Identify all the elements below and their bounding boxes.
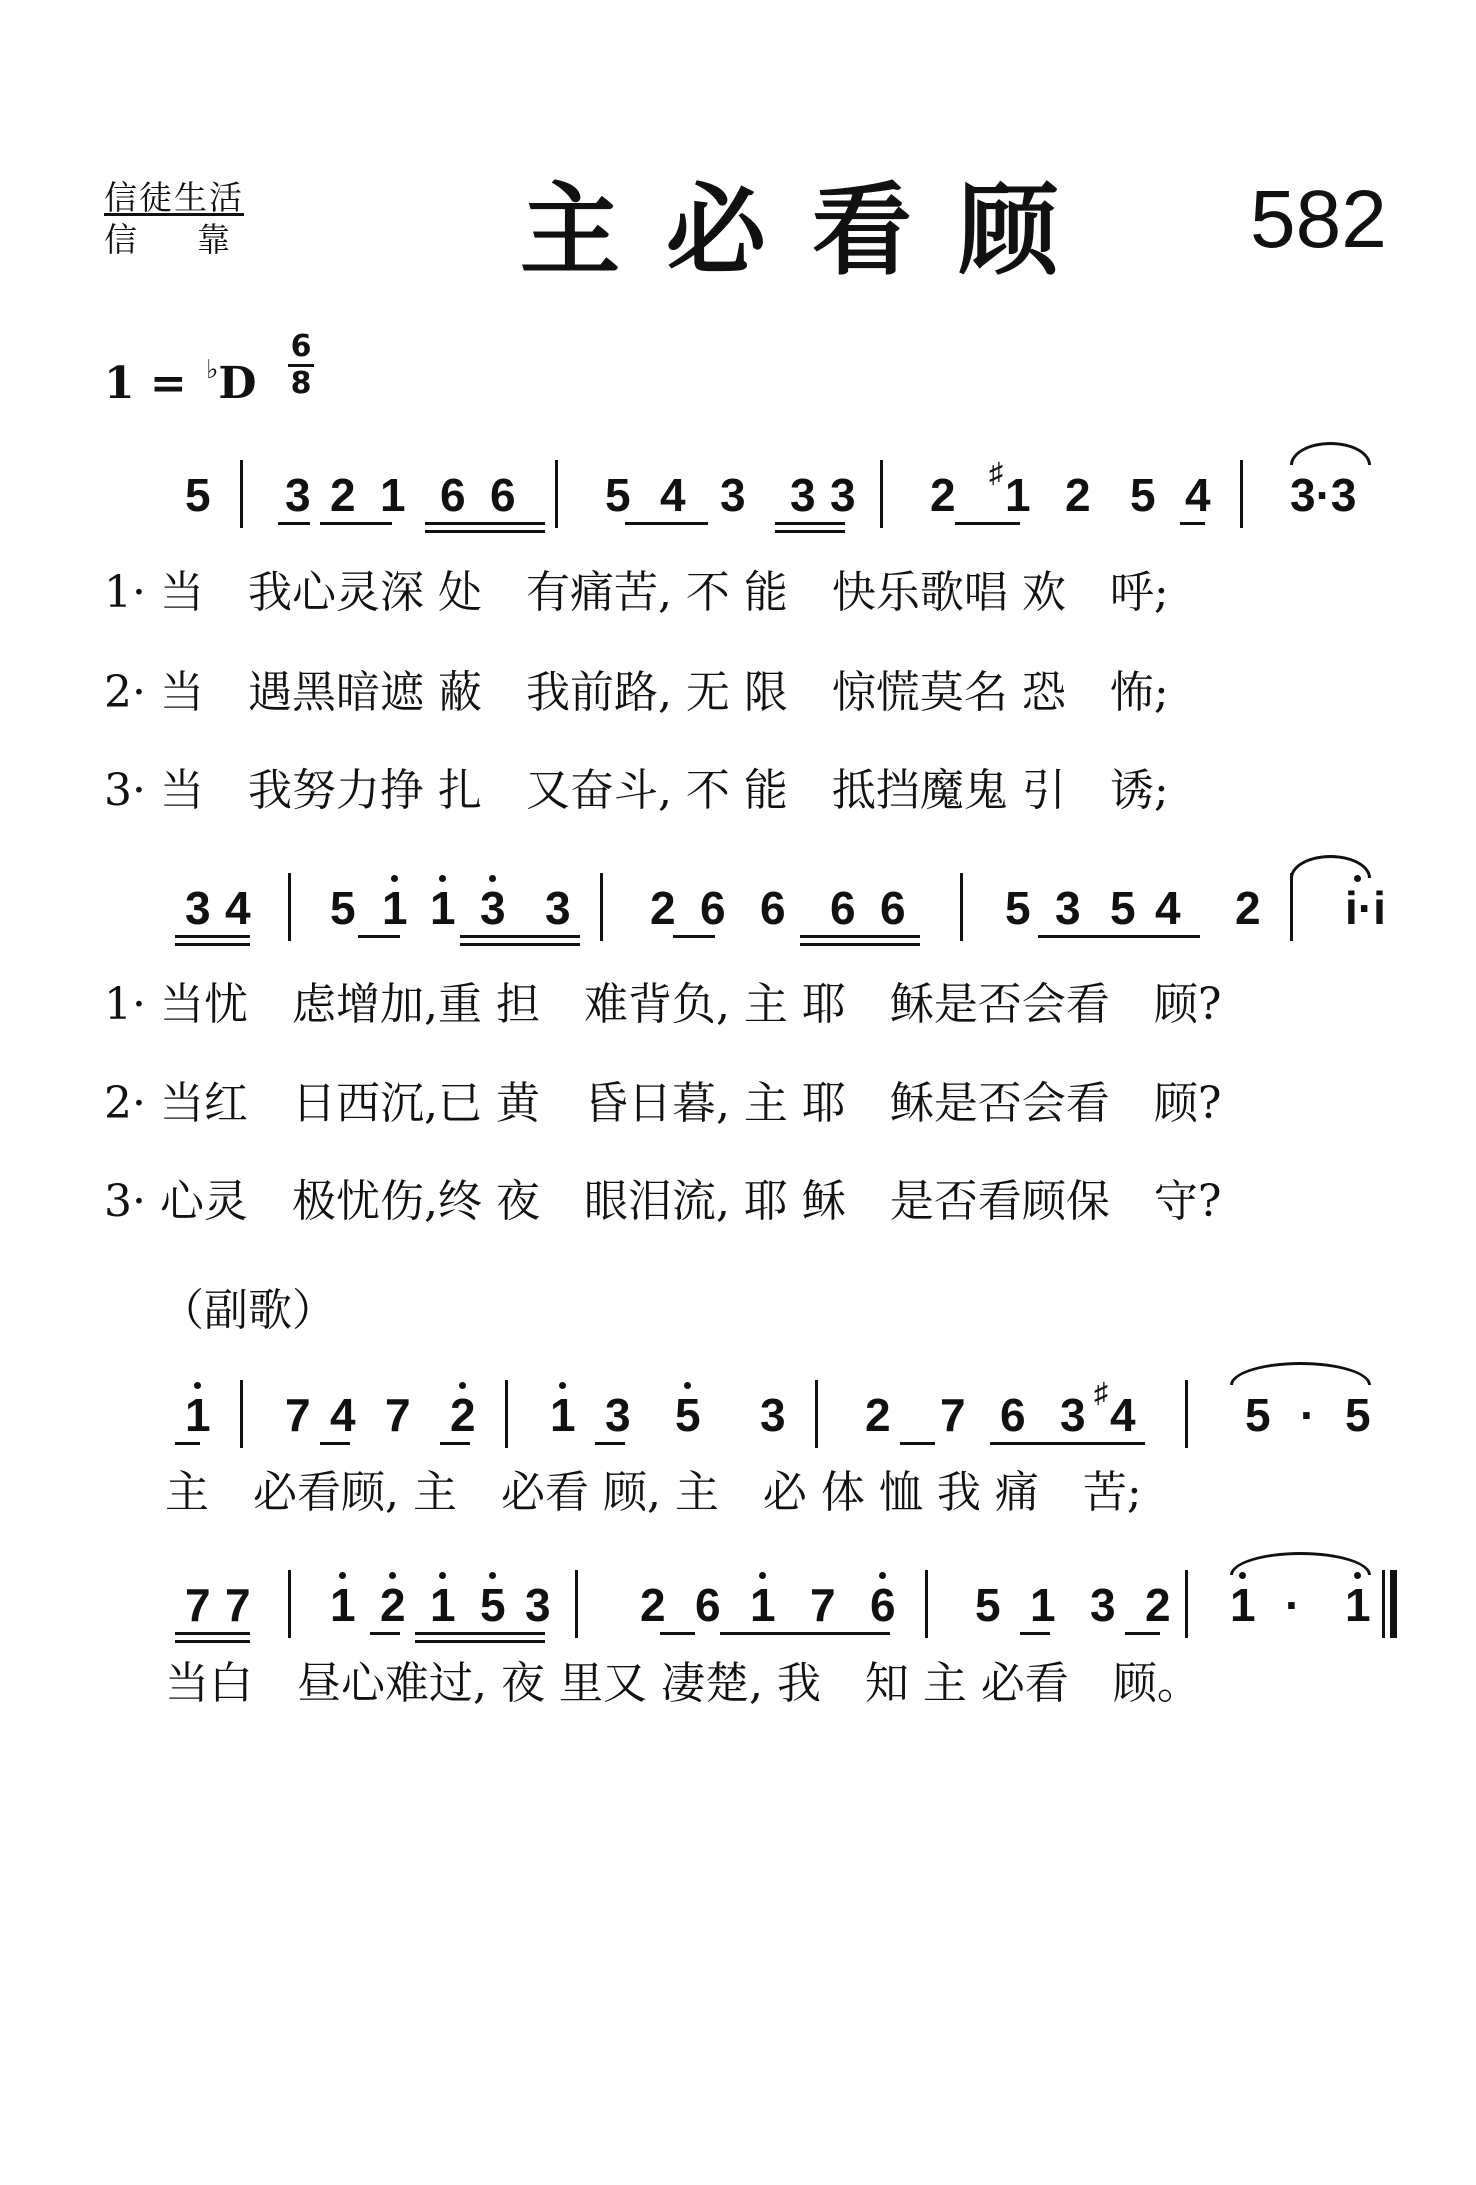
bar-line — [288, 873, 291, 941]
beam-line — [1125, 1632, 1160, 1635]
note: 2 — [1065, 469, 1091, 521]
note: 1 — [430, 882, 456, 934]
beam-line — [775, 522, 845, 525]
high-octave-dot — [559, 1382, 566, 1389]
high-octave-dot — [339, 1572, 346, 1579]
tie-arc — [1290, 855, 1371, 878]
note: 1 — [550, 1389, 576, 1441]
key-base: 1 = — [104, 358, 203, 409]
beam-line — [660, 1632, 695, 1635]
note: 5 — [1345, 1389, 1371, 1441]
note: 1 — [380, 469, 406, 521]
dot-mark: · — [1285, 1579, 1301, 1631]
refrain-label: （副歌） — [160, 1285, 336, 1336]
note: 1 — [1230, 1579, 1256, 1631]
note: 6 — [440, 469, 466, 521]
note: 5 — [330, 882, 356, 934]
beam-line-2 — [415, 1640, 545, 1643]
verse1-line1: 1· 当 我心灵深 处 有痛苦, 不 能 快乐歌唱 欢 呼; — [104, 567, 1169, 618]
note: 7 — [285, 1389, 311, 1441]
note: 3 — [1055, 882, 1081, 934]
time-top: 6 — [290, 329, 312, 364]
beam-line-2 — [425, 530, 545, 533]
category-top: 信徒生活 — [104, 178, 244, 217]
tie-arc — [1290, 442, 1371, 465]
note: 2 — [380, 1579, 406, 1631]
note: 6 — [760, 882, 786, 934]
beam-line — [278, 522, 310, 525]
high-octave-dot — [879, 1572, 886, 1579]
beam-line — [425, 522, 545, 525]
beam-line — [1020, 1632, 1050, 1635]
bar-line — [1185, 1380, 1188, 1448]
note: 7 — [225, 1579, 251, 1631]
high-octave-dot — [759, 1572, 766, 1579]
note: 4 — [225, 882, 251, 934]
beam-line — [175, 1632, 250, 1635]
beam-line — [460, 935, 580, 938]
sharp-sign: ♯ — [989, 457, 1003, 488]
time-bottom: 8 — [290, 366, 312, 401]
beam-line — [440, 1442, 470, 1445]
beam-line — [320, 522, 392, 525]
refrain-line2: 当白 昼心难过, 夜 里又 凄楚, 我 知 主 必看 顾。 — [165, 1658, 1201, 1709]
note: 1 — [1345, 1579, 1371, 1631]
note: 6 — [700, 882, 726, 934]
high-octave-dot — [194, 1382, 201, 1389]
note: 4 — [330, 1389, 356, 1441]
bar-line — [575, 1570, 578, 1638]
beam-line — [720, 1632, 890, 1635]
verse2-line2: 2· 当红 日西沉,已 黄 昏日暮, 主 耶 稣是否会看 顾? — [104, 1078, 1222, 1129]
note: 3·3 — [1290, 469, 1357, 521]
beam-line — [900, 1442, 935, 1445]
note: 6 — [1000, 1389, 1026, 1441]
beam-line-2 — [175, 1640, 250, 1643]
bar-line — [505, 1380, 508, 1448]
note: 2 — [450, 1389, 476, 1441]
beam-line — [800, 935, 920, 938]
note: i·i — [1345, 882, 1386, 934]
note: 2 — [330, 469, 356, 521]
beam-line — [595, 1442, 625, 1445]
note: 5 — [605, 469, 631, 521]
bar-line — [240, 1380, 243, 1448]
note: 1 — [185, 1389, 211, 1441]
beam-line-2 — [775, 530, 845, 533]
tie-arc — [1230, 1362, 1371, 1385]
bar-line — [1185, 1570, 1188, 1638]
note: 1 — [430, 1579, 456, 1631]
note: 3 — [720, 469, 746, 521]
note: 1 — [750, 1579, 776, 1631]
bar-line — [925, 1570, 928, 1638]
hymn-number: 582 — [1250, 174, 1387, 265]
verse3-line1: 3· 当 我努力挣 扎 又奋斗, 不 能 抵挡魔鬼 引 诱; — [104, 765, 1169, 816]
high-octave-dot — [439, 1572, 446, 1579]
high-octave-dot — [489, 1572, 496, 1579]
note: 1 — [1030, 1579, 1056, 1631]
note: 4 — [1185, 469, 1211, 521]
note: 6 — [695, 1579, 721, 1631]
note: 7 — [385, 1389, 411, 1441]
note: 3 — [1060, 1389, 1086, 1441]
high-octave-dot — [489, 875, 496, 882]
note: 5 — [1110, 882, 1136, 934]
bar-line — [1240, 460, 1243, 528]
bar-line — [815, 1380, 818, 1448]
note: 3 — [480, 882, 506, 934]
bar-line — [288, 1570, 291, 1638]
hymn-title: 主必看顾 — [520, 171, 1104, 289]
note: 3 — [790, 469, 816, 521]
beam-line-2 — [175, 943, 250, 946]
note: 3 — [1090, 1579, 1116, 1631]
note: 5 — [480, 1579, 506, 1631]
flat-sign: ♭ — [206, 355, 219, 385]
high-octave-dot — [391, 875, 398, 882]
note: 2 — [640, 1579, 666, 1631]
final-bar-thin — [1382, 1570, 1385, 1638]
note: 2 — [930, 469, 956, 521]
beam-line — [1180, 522, 1205, 525]
note: 2 — [1235, 882, 1261, 934]
note: 3 — [185, 882, 211, 934]
beam-line — [990, 1442, 1145, 1445]
beam-line — [955, 522, 1020, 525]
bar-line — [880, 460, 883, 528]
category-bottom-b: 靠 — [197, 220, 232, 259]
note: 5 — [1245, 1389, 1271, 1441]
note: 6 — [870, 1579, 896, 1631]
verse3-line2: 3· 心灵 极忧伤,终 夜 眼泪流, 耶 稣 是否看顾保 守? — [104, 1176, 1222, 1227]
category-bottom-a: 信 — [104, 220, 139, 259]
beam-line — [320, 1442, 350, 1445]
note: 1 — [330, 1579, 356, 1631]
note: 2 — [650, 882, 676, 934]
note: 5 — [1130, 469, 1156, 521]
beam-line — [673, 935, 715, 938]
note: 2 — [1145, 1579, 1171, 1631]
note: 6 — [830, 882, 856, 934]
note: 3 — [760, 1389, 786, 1441]
note: 4 — [1155, 882, 1181, 934]
note: 3 — [285, 469, 311, 521]
high-octave-dot — [389, 1572, 396, 1579]
high-octave-dot — [684, 1382, 691, 1389]
beam-line-2 — [800, 943, 920, 946]
note: 5 — [1005, 882, 1031, 934]
high-octave-dot — [439, 875, 446, 882]
beam-line — [370, 1632, 400, 1635]
note: 6 — [880, 882, 906, 934]
verse1-line2: 1· 当忧 虑增加,重 担 难背负, 主 耶 稣是否会看 顾? — [104, 979, 1222, 1030]
beam-line — [358, 935, 400, 938]
bar-line — [240, 460, 243, 528]
beam-line-2 — [460, 943, 580, 946]
note: 4 — [1110, 1389, 1136, 1441]
note: 5 — [185, 469, 211, 521]
bar-line — [1290, 873, 1293, 941]
note: 3 — [830, 469, 856, 521]
tie-arc — [1230, 1552, 1371, 1575]
high-octave-dot — [459, 1382, 466, 1389]
bar-line — [555, 460, 558, 528]
bar-line — [960, 873, 963, 941]
note: 7 — [185, 1579, 211, 1631]
note: 3 — [605, 1389, 631, 1441]
note: 7 — [940, 1389, 966, 1441]
note: 4 — [660, 469, 686, 521]
verse2-line1: 2· 当 遇黑暗遮 蔽 我前路, 无 限 惊慌莫名 恐 怖; — [104, 667, 1169, 718]
beam-line — [625, 522, 708, 525]
note: 2 — [865, 1389, 891, 1441]
beam-line — [175, 1442, 200, 1445]
note: 1 — [1005, 469, 1031, 521]
key-note: D — [218, 358, 257, 409]
note: 1 — [382, 882, 408, 934]
sharp-sign: ♯ — [1094, 1377, 1108, 1408]
dot-mark: · — [1300, 1389, 1316, 1441]
bar-line — [600, 873, 603, 941]
refrain-line1: 主 必看顾, 主 必看 顾, 主 必 体 恤 我 痛 苦; — [165, 1467, 1142, 1518]
note: 3 — [545, 882, 571, 934]
note: 5 — [975, 1579, 1001, 1631]
beam-line — [415, 1632, 545, 1635]
note: 5 — [675, 1389, 701, 1441]
note: 7 — [810, 1579, 836, 1631]
beam-line — [175, 935, 250, 938]
final-bar-thick — [1390, 1570, 1397, 1638]
note: 3 — [525, 1579, 551, 1631]
beam-line — [1038, 935, 1200, 938]
note: 6 — [490, 469, 516, 521]
